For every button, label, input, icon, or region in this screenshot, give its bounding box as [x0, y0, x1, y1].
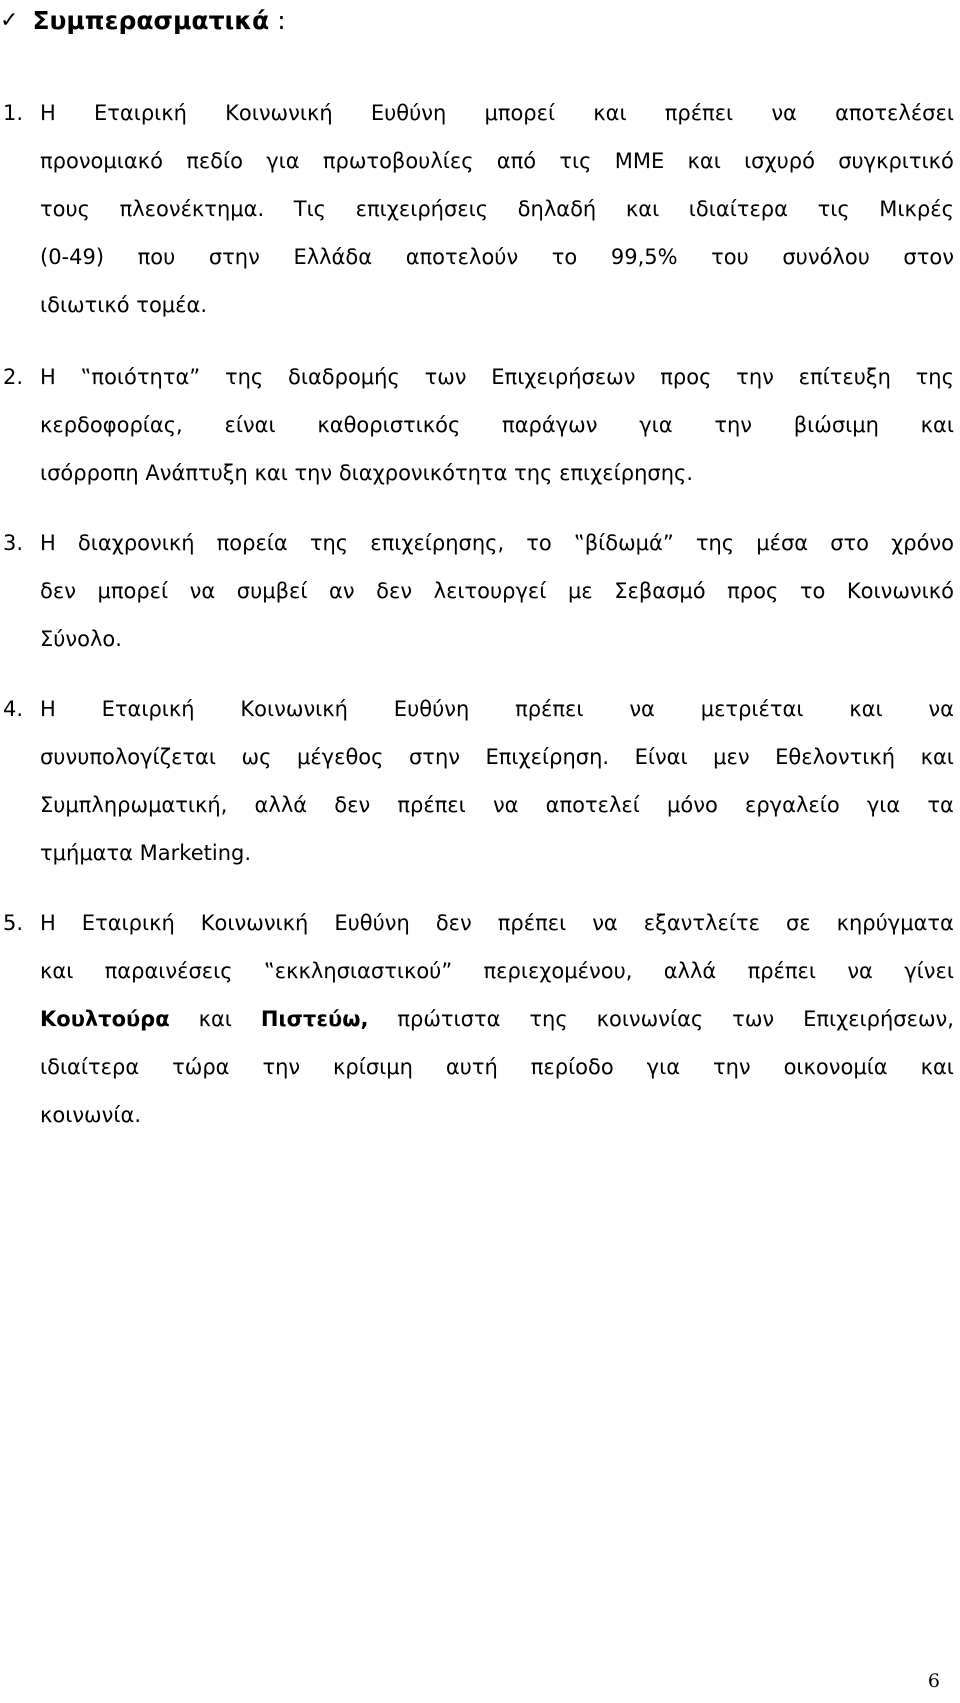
word: αποτελέσει	[835, 101, 954, 125]
word: να	[847, 959, 873, 983]
word: παράγων	[502, 413, 598, 437]
word: κοινωνίας	[596, 1007, 704, 1031]
word: της	[309, 531, 349, 555]
text-line	[40, 143, 954, 179]
word: ως	[241, 745, 272, 769]
word: Μικρές	[879, 197, 954, 221]
word: περιεχομένου,	[483, 959, 633, 983]
word: πορεία	[216, 531, 288, 555]
text-line	[40, 239, 954, 275]
word: να	[592, 911, 618, 935]
word: επίτευξη	[798, 365, 891, 389]
word: Τις	[293, 197, 327, 221]
word: παραινέσεις	[104, 959, 233, 983]
item-number: 5.	[3, 911, 24, 935]
word: πρέπει	[397, 793, 466, 817]
word: το	[551, 245, 578, 269]
word: τις	[817, 197, 850, 221]
text-line	[40, 787, 954, 823]
word: να	[189, 579, 216, 603]
word: πρέπει	[747, 959, 817, 983]
section-heading	[0, 0, 286, 40]
word: καθοριστικός	[317, 413, 461, 437]
word: εργαλείο	[745, 793, 840, 817]
word: αυτή	[445, 1055, 498, 1079]
word: Η	[40, 531, 56, 555]
word: κηρύγματα	[836, 911, 954, 935]
word: το	[799, 579, 826, 603]
word: (0-49)	[40, 245, 105, 269]
word: και	[920, 1055, 954, 1079]
word: επιχειρήσεις	[355, 197, 489, 221]
word: ιδιαίτερα	[688, 197, 788, 221]
word: πρωτοβουλίες	[322, 149, 474, 173]
word: σε	[785, 911, 811, 935]
word: ΜΜΕ	[614, 149, 665, 173]
text-line: ιδιωτικό τομέα.	[40, 293, 208, 317]
word: δηλαδή	[517, 197, 597, 221]
item-number: 1.	[3, 101, 24, 125]
word: ισχυρό	[744, 149, 815, 173]
text-line: κοινωνία.	[40, 1103, 142, 1127]
word: αποτελούν	[405, 245, 519, 269]
word: εξαντλείτε	[643, 911, 760, 935]
word: στο	[830, 531, 870, 555]
word: για	[646, 1055, 681, 1079]
word: Είναι	[634, 745, 688, 769]
word: χρόνο	[891, 531, 954, 555]
word: για	[266, 149, 300, 173]
word: πρώτιστα	[397, 1007, 501, 1031]
heading-title: Συμπερασματικά	[32, 5, 270, 35]
word: Σεβασμό	[614, 579, 706, 603]
word: Ευθύνη	[393, 697, 470, 721]
word: Εθελοντική	[775, 745, 896, 769]
text-line	[40, 359, 954, 395]
word: ‟βίδωμά”	[573, 531, 674, 555]
word: και	[920, 413, 954, 437]
word: την	[712, 1055, 751, 1079]
word: από	[496, 149, 537, 173]
word: αλλά	[663, 959, 717, 983]
text-line-emphasis	[40, 1001, 954, 1037]
text-line	[40, 953, 954, 989]
word: ιδιαίτερα	[40, 1055, 140, 1079]
word: πεδίο	[186, 149, 243, 173]
word: του	[711, 245, 749, 269]
word: Ευθύνη	[334, 911, 410, 935]
word: στον	[903, 245, 954, 269]
word: Η	[40, 101, 56, 125]
text-line	[40, 191, 954, 227]
word: και	[849, 697, 883, 721]
word: συγκριτικό	[838, 149, 954, 173]
word: 99,5%	[610, 245, 678, 269]
word: Ευθύνη	[370, 101, 447, 125]
word: Η	[40, 911, 56, 935]
word: Κοινωνικό	[846, 579, 954, 603]
word: για	[639, 413, 673, 437]
word: Κοινωνική	[225, 101, 333, 125]
word: της	[915, 365, 954, 389]
word: Επιχειρήσεων	[491, 365, 636, 389]
word: ‟εκκλησιαστικού”	[263, 959, 453, 983]
word: Ελλάδα	[293, 245, 373, 269]
connector-word: και	[198, 1007, 232, 1031]
word: τις	[559, 149, 592, 173]
text-line	[40, 407, 954, 443]
word: μεν	[713, 745, 750, 769]
text-line	[40, 691, 954, 727]
word: γίνει	[904, 959, 954, 983]
text-line	[40, 95, 954, 131]
word: μετριέται	[700, 697, 804, 721]
word: να	[629, 697, 655, 721]
word: και	[920, 745, 954, 769]
word: κρίσιμη	[333, 1055, 413, 1079]
word: μόνο	[667, 793, 718, 817]
word: Συμπληρωματική,	[40, 793, 228, 817]
word: αποτελεί	[545, 793, 640, 817]
word: πρέπει	[664, 101, 734, 125]
word: τους	[40, 197, 90, 221]
word: την	[736, 365, 774, 389]
word: τα	[927, 793, 954, 817]
word: λειτουργεί	[433, 579, 547, 603]
item-number: 4.	[3, 697, 24, 721]
word: την	[714, 413, 752, 437]
word: βιώσιμη	[793, 413, 879, 437]
word: μπορεί	[484, 101, 556, 125]
word: συμβεί	[236, 579, 308, 603]
bold-term-belief: Πιστεύω,	[260, 1007, 369, 1031]
word: κερδοφορίας,	[40, 413, 183, 437]
page-number: 6	[927, 1670, 940, 1692]
word: μπορεί	[97, 579, 169, 603]
word: των	[424, 365, 467, 389]
word: διαδρομής	[287, 365, 400, 389]
item-number: 2.	[3, 365, 24, 389]
word: και	[687, 149, 721, 173]
word: το	[526, 531, 552, 555]
word: προνομιακό	[40, 149, 163, 173]
word: πρέπει	[515, 697, 584, 721]
word: επιχείρησης,	[370, 531, 505, 555]
word: πρέπει	[497, 911, 567, 935]
word: συνυπολογίζεται	[40, 745, 217, 769]
word: περίοδο	[530, 1055, 614, 1079]
word: δεν	[435, 911, 472, 935]
word: Εταιρική	[81, 911, 175, 935]
word: Εταιρική	[93, 101, 187, 125]
word: οικονομία	[783, 1055, 888, 1079]
word: είναι	[224, 413, 276, 437]
word: διαχρονική	[77, 531, 195, 555]
text-line	[40, 1049, 954, 1085]
word: και	[40, 959, 74, 983]
word: Κοινωνική	[200, 911, 309, 935]
word: που	[137, 245, 176, 269]
word: των	[732, 1007, 775, 1031]
word: να	[492, 793, 519, 817]
word: αν	[329, 579, 355, 603]
word: Επιχείρηση.	[485, 745, 610, 769]
text-line	[40, 573, 954, 609]
word: δεν	[376, 579, 413, 603]
text-line	[40, 905, 954, 941]
word: με	[567, 579, 593, 603]
item-number: 3.	[3, 531, 24, 555]
word: Επιχειρήσεων,	[803, 1007, 954, 1031]
word: και	[625, 197, 660, 221]
word: δεν	[334, 793, 371, 817]
word: τώρα	[172, 1055, 230, 1079]
word: και	[593, 101, 627, 125]
word: πλεονέκτημα.	[119, 197, 265, 221]
word: μέσα	[756, 531, 809, 555]
word: δεν	[40, 579, 76, 603]
word: μέγεθος	[296, 745, 384, 769]
word: συνόλου	[782, 245, 870, 269]
word: Κοινωνική	[240, 697, 348, 721]
word: της	[529, 1007, 568, 1031]
word: ‟ποιότητα”	[80, 365, 201, 389]
text-line: τμήματα Marketing.	[40, 841, 252, 865]
bold-term-culture: Κουλτούρα	[40, 1007, 170, 1031]
word: την	[262, 1055, 301, 1079]
word: προς	[727, 579, 779, 603]
word: στην	[409, 745, 460, 769]
word: να	[928, 697, 954, 721]
word: να	[771, 101, 797, 125]
text-line: Σύνολο.	[40, 627, 122, 651]
word: αλλά	[254, 793, 308, 817]
word: Η	[40, 697, 56, 721]
word: για	[866, 793, 901, 817]
word: Η	[40, 365, 56, 389]
text-line	[40, 739, 954, 775]
text-line: ισόρροπη Ανάπτυξη και την διαχρονικότητα της επιχείρησης.	[40, 461, 694, 485]
word: της	[224, 365, 264, 389]
word: της	[695, 531, 735, 555]
word: προς	[660, 365, 712, 389]
word: Εταιρική	[101, 697, 195, 721]
text-line	[40, 525, 954, 561]
checkmark-icon: ✓	[0, 7, 19, 33]
word: στην	[208, 245, 260, 269]
heading-colon: :	[277, 5, 286, 35]
